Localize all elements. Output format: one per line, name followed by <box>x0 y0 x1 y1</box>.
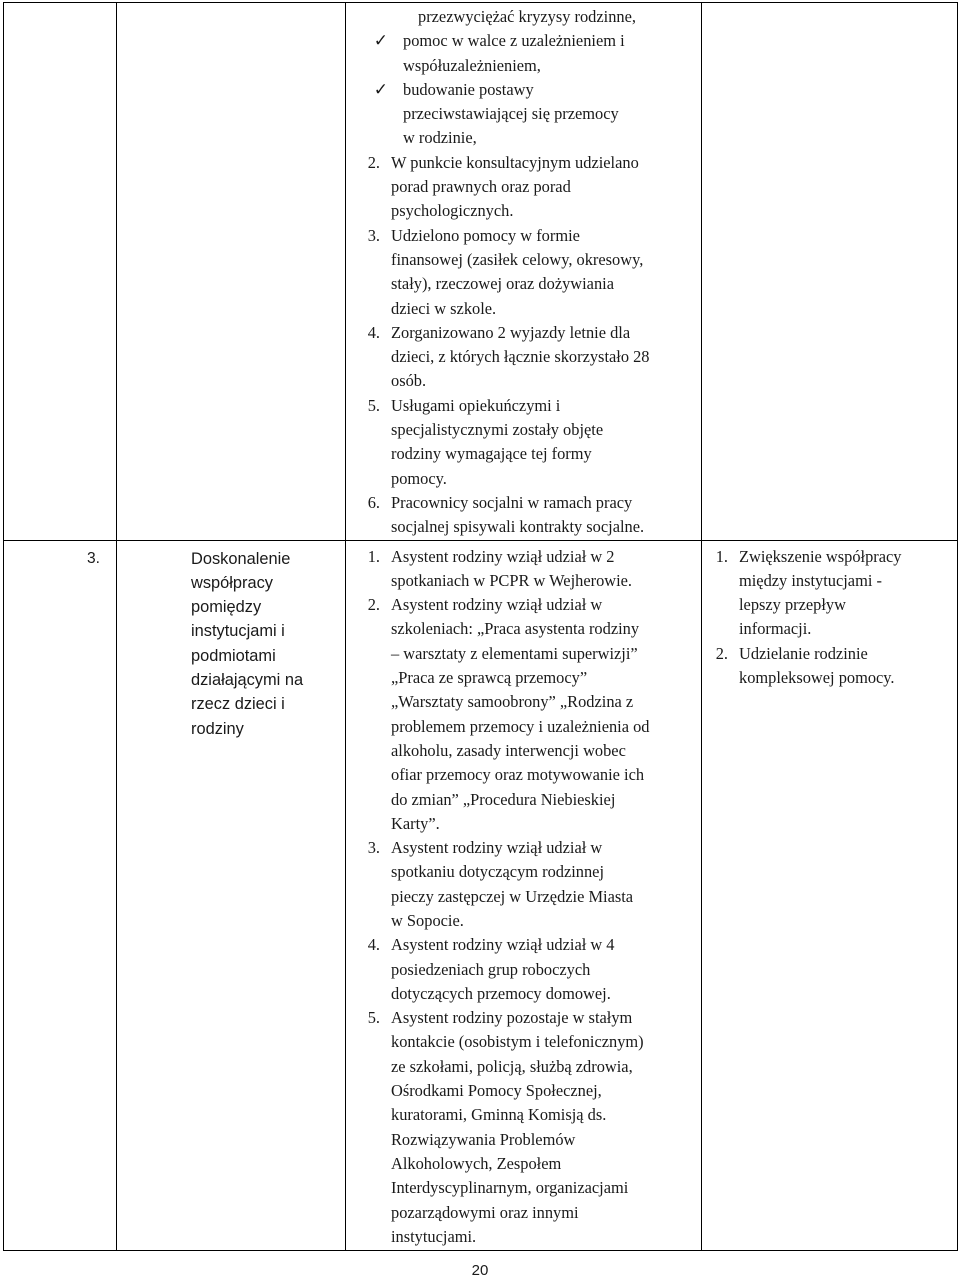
number-cell <box>4 540 117 1250</box>
list-item: 3. Udzielono pomocy w formie finansowej (zasiłek celowy, okresowy, stały), rzeczowej oraz dożywiania dzieci w szkole. <box>367 225 644 318</box>
effects-cell <box>702 3 958 541</box>
list-item: 6. Pracownicy socjalni w ramach pracy socjalnej spisywali kontrakty socjalne. <box>367 492 645 537</box>
list-continuation: przezwyciężać kryzysy rodzinne, <box>418 7 636 26</box>
actions-cell <box>346 3 702 541</box>
checkmark-icon: ✓ <box>373 79 388 99</box>
list-item: 4. Asystent rodziny wziął udział w 4 posiedzeniach grup roboczych dotyczących przemocy domowej. <box>367 935 615 1003</box>
checkmark-icon: ✓ <box>373 31 388 51</box>
tasks-table <box>3 2 958 1251</box>
checklist-item: ✓ pomoc w walce z uzależnieniem i współuzależnieniem, <box>346 29 697 78</box>
list-item: 2. Udzielanie rodzinie kompleksowej pomocy. <box>715 643 895 688</box>
actions-cell <box>346 540 702 1250</box>
list-item: 3. Asystent rodziny wziął udział w spotkaniu dotyczącym rodzinnej pieczy zastępczej w Urzędzie Miasta w Sopocie. <box>367 838 634 930</box>
table-row <box>4 3 958 541</box>
area-cell <box>117 540 346 1250</box>
list-item: 5. Usługami opiekuńczymi i specjalistycznymi zostały objęte rodziny wymagające tej formy pomocy. <box>367 395 604 488</box>
task-number: 3. <box>87 549 101 567</box>
page-number: 20 <box>471 1262 489 1279</box>
area-text: Doskonalenie współpracy pomiędzy instytucjami i podmiotami działającymi na rzecz dzieci i rodziny <box>191 549 304 738</box>
list-item: 1. Zwiększenie współpracy między instytucjami - lepszy przepływ informacji. <box>715 546 902 639</box>
list-item: 2. W punkcie konsultacyjnym udzielano porad prawnych oraz porad psychologicznych. <box>367 152 639 221</box>
list-item: 2. Asystent rodziny wziął udział w szkoleniach: „Praca asystenta rodziny – warsztaty z elementami superwizji” „Praca ze sprawcą przemocy” „Warsztaty samoobrony” „Rodzina z problemem przemocy i uzależnienia od alkoholu, zasady interwencji wobec ofiar przemocy oraz motywowanie ich do zmian” „Procedura Niebieskiej Karty”. <box>367 595 650 833</box>
table-row <box>4 540 958 1250</box>
effects-cell <box>702 540 958 1250</box>
list-item: 4. Zorganizowano 2 wyjazdy letnie dla dzieci, z których łącznie skorzystało 28 osób. <box>367 322 650 391</box>
list-item: 5. Asystent rodziny pozostaje w stałym kontakcie (osobistym i telefonicznym) ze szkołami, policją, służbą zdrowia, Ośrodkami Pomocy Społecznej, kuratorami, Gminną Komisją ds. Rozwiązywania Problemów Alkoholowych, Zespołem Interdyscyplinarnym, organizacjami pozarządowymi oraz innymi instytucjami. <box>367 1008 644 1246</box>
area-cell <box>117 3 346 541</box>
number-cell <box>4 3 117 541</box>
list-item: 1. Asystent rodziny wziął udział w 2 spotkaniach w PCPR w Wejherowie. <box>367 546 633 590</box>
checklist-item: ✓ budowanie postawy przeciwstawiającej się przemocy w rodzinie, <box>346 78 697 151</box>
